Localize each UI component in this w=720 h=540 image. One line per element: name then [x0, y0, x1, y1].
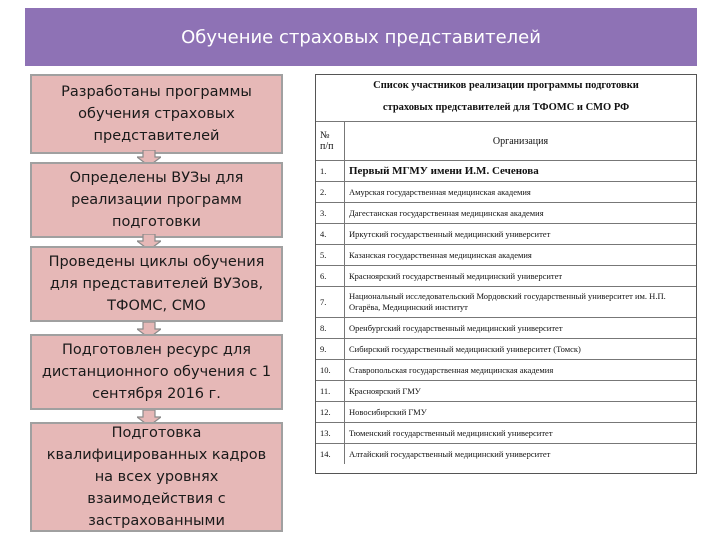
table-heading-line2: страховых представителей для ТФОМС и СМО РФ [382, 102, 630, 113]
row-number: 4. [316, 224, 345, 245]
organization-name: Иркутский государственный медицинский университет [345, 224, 697, 245]
row-number: 1. [316, 161, 345, 182]
row-number: 9. [316, 339, 345, 360]
table-heading-line1: Список участников реализации программы подготовки [373, 80, 639, 91]
table-row [316, 182, 696, 203]
row-number: 13. [316, 423, 345, 444]
organization-name: Ставропольская государственная медицинская академия [345, 360, 697, 381]
step-3-training-cycles: Проведены циклы обучения для представителей ВУЗов, ТФОМС, СМО [30, 246, 283, 322]
table-row [316, 161, 696, 182]
slide-title: Обучение страховых представителей [25, 8, 697, 66]
table-row [316, 318, 696, 339]
organization-name: Красноярский государственный медицинский университет [345, 266, 697, 287]
table-row [316, 339, 696, 360]
table-row [316, 423, 696, 444]
organization-name: Амурская государственная медицинская академия [345, 182, 697, 203]
row-number: 10. [316, 360, 345, 381]
row-number: 2. [316, 182, 345, 203]
organization-name: Казанская государственная медицинская академия [345, 245, 697, 266]
table-row [316, 203, 696, 224]
organization-name: Новосибирский ГМУ [345, 402, 697, 423]
organizations-table [316, 121, 696, 464]
column-header-organization: Организация [345, 122, 697, 161]
row-number: 8. [316, 318, 345, 339]
table-row [316, 444, 696, 465]
row-number: 6. [316, 266, 345, 287]
row-number: 7. [316, 287, 345, 318]
table-row [316, 224, 696, 245]
step-5-qualified-staff: Подготовка квалифицированных кадров на всех уровнях взаимодействия с застрахованными [30, 422, 283, 532]
table-row [316, 245, 696, 266]
step-1-programs-developed: Разработаны программы обучения страховых представителей [30, 74, 283, 154]
table-row [316, 287, 696, 318]
organization-name: Национальный исследовательский Мордовский государственный университет им. Н.П. Огарёва, Медицинский институт [345, 287, 697, 318]
row-number: 12. [316, 402, 345, 423]
organization-name: Тюменский государственный медицинский университет [345, 423, 697, 444]
organization-name: Оренбургский государственный медицинский университет [345, 318, 697, 339]
table-row [316, 266, 696, 287]
column-header-number: № п/п [316, 122, 345, 161]
row-number: 11. [316, 381, 345, 402]
organization-name: Дагестанская государственная медицинская академия [345, 203, 697, 224]
organization-name: Первый МГМУ имени И.М. Сеченова [345, 161, 697, 182]
participants-table-image [315, 74, 697, 474]
table-row [316, 402, 696, 423]
row-number: 14. [316, 444, 345, 465]
step-2-universities-selected: Определены ВУЗы для реализации программ подготовки [30, 162, 283, 238]
table-header-row [316, 122, 696, 161]
organization-name: Сибирский государственный медицинский университет (Томск) [345, 339, 697, 360]
table-row [316, 381, 696, 402]
step-4-distance-learning: Подготовлен ресурс для дистанционного обучения с 1 сентября 2016 г. [30, 334, 283, 410]
table-row [316, 360, 696, 381]
organization-name: Красноярский ГМУ [345, 381, 697, 402]
row-number: 5. [316, 245, 345, 266]
organization-name: Алтайский государственный медицинский университет [345, 444, 697, 465]
row-number: 3. [316, 203, 345, 224]
